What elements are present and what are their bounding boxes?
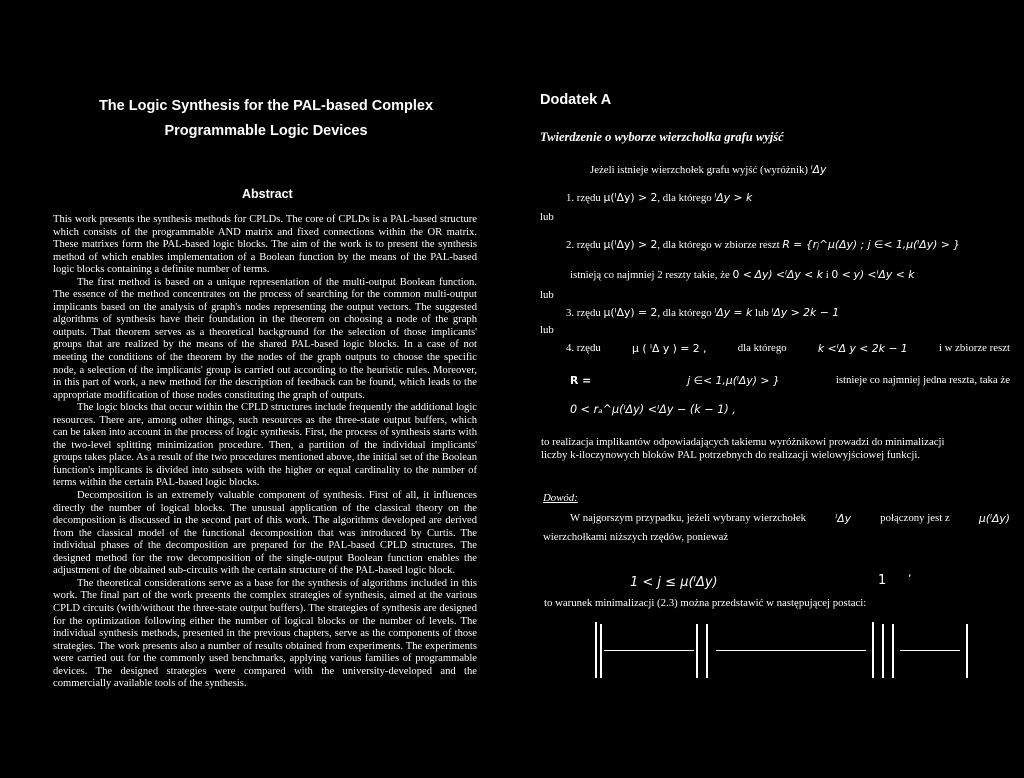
condition-3-math: μ(ᴵΔy) = 2 (603, 306, 658, 319)
condition-2-line2 (570, 268, 914, 281)
condition-4-set: j ∈< 1,μ(ᴵΔy) > } (687, 374, 780, 387)
paper-title-line1: The Logic Synthesis for the PAL-based Complex (98, 98, 434, 114)
condition-3-mid: , dla którego (657, 307, 712, 319)
condition-2-line2-text: istnieją co najmniej 2 reszty takie, że (570, 269, 730, 281)
appendix-heading: Dodatek A (540, 92, 612, 108)
abstract-body (53, 214, 477, 691)
bar-mark (882, 624, 884, 678)
proof-line1-math: ᴵΔy (835, 512, 851, 525)
condition-2-and: i (825, 269, 829, 281)
final-line: to warunek minimalizacji (2.3) można przedstawić w następującej postaci: (544, 597, 867, 609)
condition-2-mid: , dla którego w zbiorze reszt (657, 239, 780, 251)
proof-line1 (570, 512, 1010, 525)
theorem-title: Twierdzenie o wyborze wierzchołka grafu wyjść (540, 130, 784, 144)
abstract-paragraph: Decomposition is an extremely valuable component of synthesis. First of all, it influences directly the number of logical blocks. The unusual application of the classical theory on the decomposition is discussed in the second part of this work. The algorithms developed are derived from the classical model of the functional decomposition that was introduced by Curtis. The individual phases of the decomposition are prepared for the PAL-based CPLD structures. The designed method for the row decomposition of the single-output Boolean function enables the adjustment of the obtained sub-circuits with the certain structure of the PAL-based logic block. (53, 490, 477, 577)
intro-text: Jeżeli istnieje wierzchołek grafu wyjść (wyróżnik) (590, 164, 808, 176)
bar-formula-graphic (590, 622, 980, 682)
condition-1-label: 1. rzędu (566, 192, 601, 204)
abstract-paragraph: The first method is based on a unique representation of the multi-output Boolean function. The essence of the method concentrates on the process of searching for the common multi-output implicants based on the analysis of graph's nodes representing the output vectors. The suggested algorithms of synthesis have their foundation in the theorem on choosing a node of the graph outputs. That theorem serves as a theoretical background for the selection of those implicants' groups that are realized by the means of the shared PAL-based logic blocks. In a case of not meeting the conditions of the theorem by the nodes of the graph outputs to choose the specific node, a selection of the implicants' group is carried out according to the heuristic rules. Moreover, in this part of work, a new method for the description of feedback can be found, which leads to the appropriate modification of those nodes constituting the graph of outputs. (53, 276, 477, 401)
proof-line1-text: W najgorszym przypadku, jeżeli wybrany wierzchołek (570, 512, 807, 524)
inequality-number: 1 (878, 573, 887, 588)
condition-1-tail: ᴵΔy > k (714, 191, 753, 204)
condition-3-label: 3. rzędu (566, 307, 601, 319)
condition-4-tail2: istnieje co najmniej jedna reszta, taka że (835, 374, 1010, 386)
condition-1-mid: , dla którego (657, 192, 712, 204)
bar-mark (716, 650, 866, 651)
condition-2-set: R = {rⱼ^μ(Δy) ; j ∈< 1,μ(ᴵΔy) > } (782, 238, 961, 251)
condition-4 (566, 342, 1010, 355)
bar-mark (604, 650, 694, 651)
bar-mark (872, 622, 874, 678)
condition-1 (566, 191, 752, 204)
condition-4-math2: k <ᴵΔ y < 2k − 1 (817, 342, 908, 355)
lub-3: lub (540, 324, 554, 336)
paper-title-line2: Programmable Logic Devices (164, 123, 368, 139)
condition-2-math-a: 0 < (732, 268, 752, 281)
condition-4-math: μ ( ᴵΔ y ) = 2 , (632, 342, 707, 355)
conclusion-line2: liczby k-iloczynowych bloków PAL potrzebnych do realizacji wielowyjściowej funkcji. (541, 449, 921, 461)
condition-3 (566, 306, 839, 319)
condition-3-lub: lub (754, 307, 769, 319)
proof-line1-math2: μ(ᴵΔy) (978, 512, 1010, 525)
abstract-paragraph: This work presents the synthesis methods for CPLDs. The core of CPLDs is a PAL-based structure which consists of the programmable AND matrix and fixed connections within the OR matrix. These matrixes form the PAL-based logic blocks. The aim of the work is to present the synthesis method of which enables implementation of a Boolean function by the means of the PAL-based logic blocks containing a definite number of terms. (53, 214, 477, 276)
theorem-intro (590, 163, 826, 176)
abstract-paragraph: The theoretical considerations serve as a base for the synthesis of algorithms included in this work. The final part of the work presents the complex strategies of synthesis, aimed at the various CPLD circuits (with/without the three-state output buffers). The strategies of synthesis are designed for the optimization following either the number of logical blocks or the number of levels. The individual synthesis methods, presented in the previous chapters, serve as the components of those strategies. The work presents also a number of results obtained from experiments. The experiments were carried out for the commonly used benchmarks, applying various families of programmable devices. The designed strategies were compared with the university-developed and the commercially available tools of the synthesis. (53, 577, 477, 690)
condition-4-line2 (570, 374, 1010, 387)
lub-2: lub (540, 289, 554, 301)
lub-1: lub (540, 211, 554, 223)
condition-3-math2: ᴵΔy = k (714, 306, 753, 319)
inequality: 1 < j ≤ μ(ᴵΔy) (630, 575, 718, 590)
bar-mark (600, 624, 602, 678)
bar-mark (966, 624, 968, 678)
inequality-comma: , (908, 566, 912, 579)
condition-4-tail: i w zbiorze reszt (938, 342, 1010, 354)
condition-3-math3: ᴵΔy > 2k − 1 (771, 306, 840, 319)
bar-mark (696, 624, 698, 678)
condition-2-math: μ(ᴵΔy) > 2 (603, 238, 658, 251)
intro-symbol: ᴵΔy (810, 163, 827, 176)
condition-4-line3: 0 < rₐ^μ(ᴵΔy) <ᴵΔy − (k − 1) , (570, 403, 736, 416)
condition-2-math-b: Δy) <ᴵΔy < k (754, 268, 823, 281)
condition-2-math-c: 0 < (831, 268, 851, 281)
condition-1-math: μ(ᴵΔy) > 2 (603, 191, 658, 204)
condition-2-math-d: y) <ᴵΔy < k (853, 268, 915, 281)
condition-4-set-r: R = (570, 374, 592, 387)
condition-2-label: 2. rzędu (566, 239, 601, 251)
proof-line1-text-b: połączony jest z (880, 512, 950, 524)
proof-heading: Dowód: (543, 492, 578, 504)
condition-4-mid: dla którego (737, 342, 787, 354)
conclusion-line1: to realizacja implikantów odpowiadających takiemu wyróżnikowi prowadzi do minimalizacji (541, 436, 945, 448)
bar-mark (595, 622, 597, 678)
condition-4-label: 4. rzędu (566, 342, 601, 354)
proof-line2: wierzchołkami niższych rzędów, ponieważ (543, 531, 729, 543)
bar-mark (706, 624, 708, 678)
condition-2 (566, 238, 960, 251)
abstract-heading: Abstract (242, 187, 293, 201)
bar-mark (900, 650, 960, 651)
abstract-paragraph: The logic blocks that occur within the CPLD structures include frequently the additional logic resources. There are, among other things, such resources as the three-state output buffers, which can be taken into account in the process of logic synthesis. First, the process of synthesis starts with the two-level splitting minimization procedure. Then, a partition of the individual implicants' groups takes place. As a result of the two procedures mentioned above, the initial set of the Boolean function's implicants is divided into subsets with the higher or equal cardinality to the number of terms within the certain PAL-based logic blocks. (53, 402, 477, 489)
bar-mark (892, 624, 894, 678)
